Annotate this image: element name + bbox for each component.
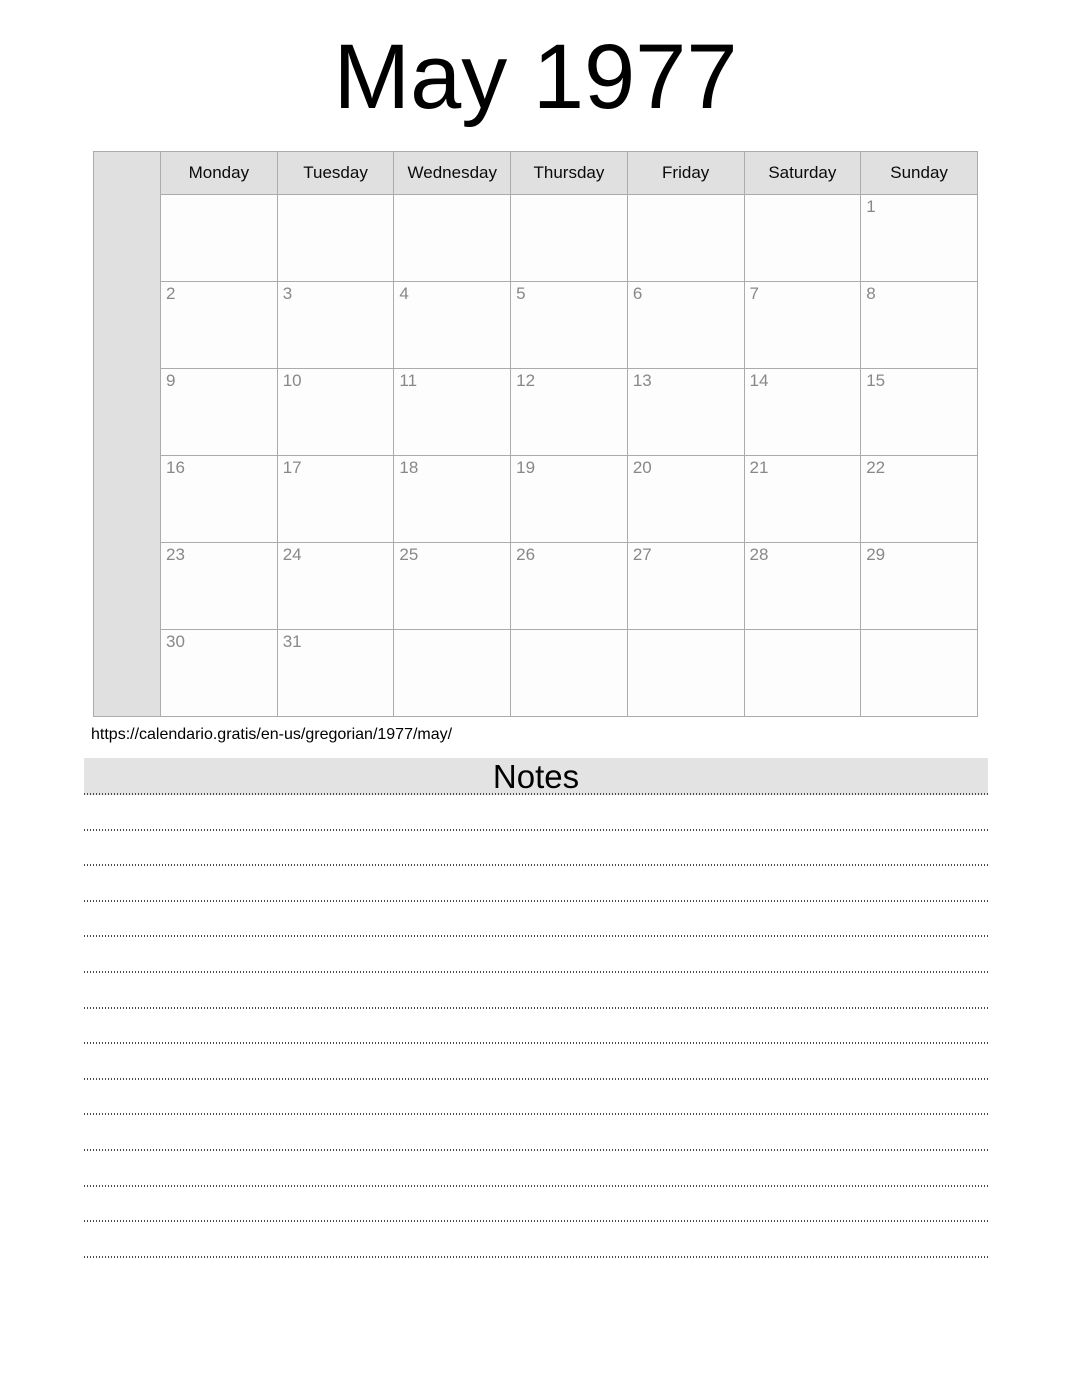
notes-area — [84, 795, 988, 1258]
notes-line — [84, 1115, 988, 1151]
day-cell-15: 15 — [861, 369, 978, 456]
week-row — [94, 456, 978, 543]
notes-line — [84, 1044, 988, 1080]
weekday-header-friday: Friday — [627, 152, 744, 195]
notes-line — [84, 1080, 988, 1116]
source-url: https://calendario.gratis/en-us/gregorian/1977/may/ — [91, 726, 453, 744]
notes-line — [84, 831, 988, 867]
weekday-header-thursday: Thursday — [511, 152, 628, 195]
day-cell-5: 5 — [511, 282, 628, 369]
day-cell-11: 11 — [394, 369, 511, 456]
notes-line — [84, 902, 988, 938]
notes-title: Notes — [492, 758, 580, 796]
month-spacer-column — [94, 152, 161, 717]
notes-header — [84, 758, 988, 795]
day-cell-14: 14 — [744, 369, 861, 456]
weekday-header-wednesday: Wednesday — [394, 152, 511, 195]
day-cell-empty — [161, 195, 278, 282]
notes-line — [84, 1187, 988, 1223]
notes-line — [84, 937, 988, 973]
week-row — [94, 369, 978, 456]
day-cell-24: 24 — [277, 543, 394, 630]
day-cell-4: 4 — [394, 282, 511, 369]
week-row — [94, 195, 978, 282]
day-cell-7: 7 — [744, 282, 861, 369]
day-cell-3: 3 — [277, 282, 394, 369]
weekday-header-saturday: Saturday — [744, 152, 861, 195]
day-cell-6: 6 — [627, 282, 744, 369]
day-cell-empty — [744, 195, 861, 282]
notes-line — [84, 973, 988, 1009]
day-cell-1: 1 — [861, 195, 978, 282]
day-cell-8: 8 — [861, 282, 978, 369]
day-cell-empty — [277, 195, 394, 282]
day-cell-20: 20 — [627, 456, 744, 543]
day-cell-empty — [627, 195, 744, 282]
day-cell-empty — [861, 630, 978, 717]
day-cell-23: 23 — [161, 543, 278, 630]
day-cell-27: 27 — [627, 543, 744, 630]
day-cell-29: 29 — [861, 543, 978, 630]
notes-line — [84, 1151, 988, 1187]
day-cell-22: 22 — [861, 456, 978, 543]
day-cell-28: 28 — [744, 543, 861, 630]
day-cell-empty — [511, 195, 628, 282]
day-cell-31: 31 — [277, 630, 394, 717]
weekday-header-row — [94, 152, 978, 195]
notes-line — [84, 866, 988, 902]
calendar-body — [94, 152, 978, 717]
day-cell-empty — [744, 630, 861, 717]
week-row — [94, 543, 978, 630]
weekday-header-sunday: Sunday — [861, 152, 978, 195]
notes-line — [84, 795, 988, 831]
day-cell-16: 16 — [161, 456, 278, 543]
day-cell-12: 12 — [511, 369, 628, 456]
week-row — [94, 630, 978, 717]
day-cell-9: 9 — [161, 369, 278, 456]
day-cell-13: 13 — [627, 369, 744, 456]
day-cell-2: 2 — [161, 282, 278, 369]
day-cell-18: 18 — [394, 456, 511, 543]
day-cell-17: 17 — [277, 456, 394, 543]
calendar-table — [93, 151, 978, 717]
notes-line — [84, 1222, 988, 1258]
day-cell-21: 21 — [744, 456, 861, 543]
day-cell-26: 26 — [511, 543, 628, 630]
weekday-header-tuesday: Tuesday — [277, 152, 394, 195]
day-cell-empty — [394, 195, 511, 282]
day-cell-empty — [394, 630, 511, 717]
day-cell-25: 25 — [394, 543, 511, 630]
day-cell-10: 10 — [277, 369, 394, 456]
page-title: May 1977 — [333, 26, 738, 128]
weekday-header-monday: Monday — [161, 152, 278, 195]
day-cell-30: 30 — [161, 630, 278, 717]
week-row — [94, 282, 978, 369]
day-cell-empty — [627, 630, 744, 717]
day-cell-empty — [511, 630, 628, 717]
notes-line — [84, 1009, 988, 1045]
day-cell-19: 19 — [511, 456, 628, 543]
